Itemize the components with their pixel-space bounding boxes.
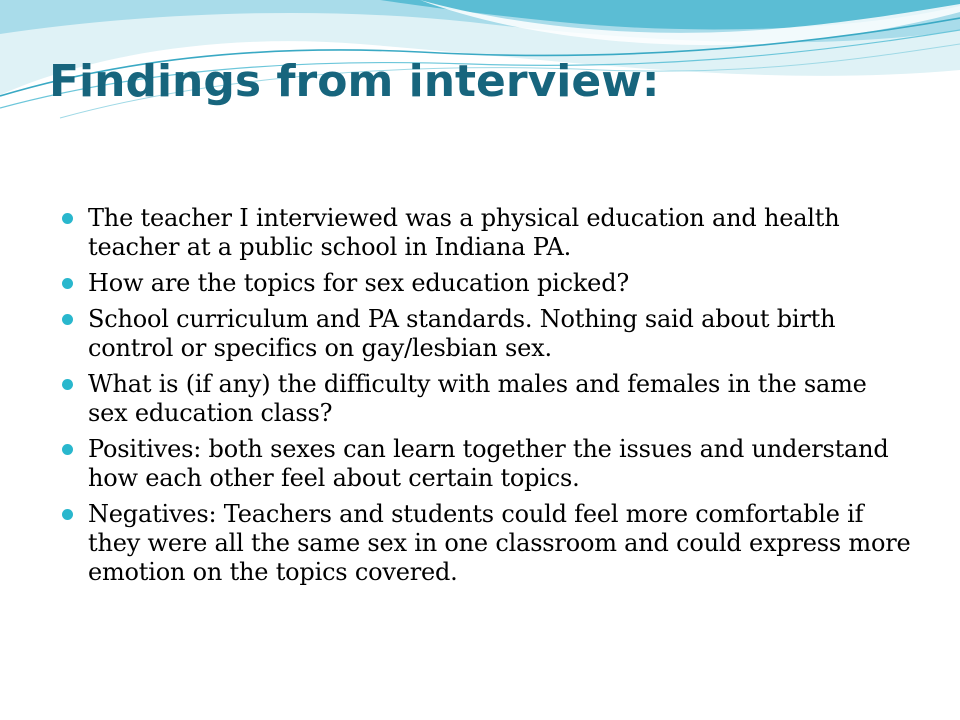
- bullet-dot-icon: [62, 509, 73, 520]
- bullet-list: [62, 204, 912, 594]
- bullet-dot-icon: [62, 278, 73, 289]
- bullet-item: [62, 500, 912, 587]
- bullet-item: [62, 204, 912, 262]
- bullet-dot-icon: [62, 379, 73, 390]
- slide-title: Findings from interview:: [49, 56, 660, 107]
- bullet-dot-icon: [62, 444, 73, 455]
- bullet-text: Negatives: Teachers and students could feel more comfortable if they were all the same sex in one classroom and could express more emotion on the topics covered.: [88, 500, 911, 586]
- bullet-text: What is (if any) the difficulty with males and females in the same sex education class?: [88, 370, 867, 427]
- bullet-text: The teacher I interviewed was a physical education and health teacher at a public school in Indiana PA.: [88, 204, 840, 261]
- bullet-text: School curriculum and PA standards. Nothing said about birth control or specifics on gay/lesbian sex.: [88, 305, 836, 362]
- bullet-item: [62, 305, 912, 363]
- bullet-item: [62, 435, 912, 493]
- bullet-text: How are the topics for sex education picked?: [88, 269, 630, 297]
- bullet-item: [62, 370, 912, 428]
- bullet-item: [62, 269, 912, 298]
- bullet-text: Positives: both sexes can learn together the issues and understand how each other feel about certain topics.: [88, 435, 889, 492]
- bullet-dot-icon: [62, 213, 73, 224]
- bullet-dot-icon: [62, 314, 73, 325]
